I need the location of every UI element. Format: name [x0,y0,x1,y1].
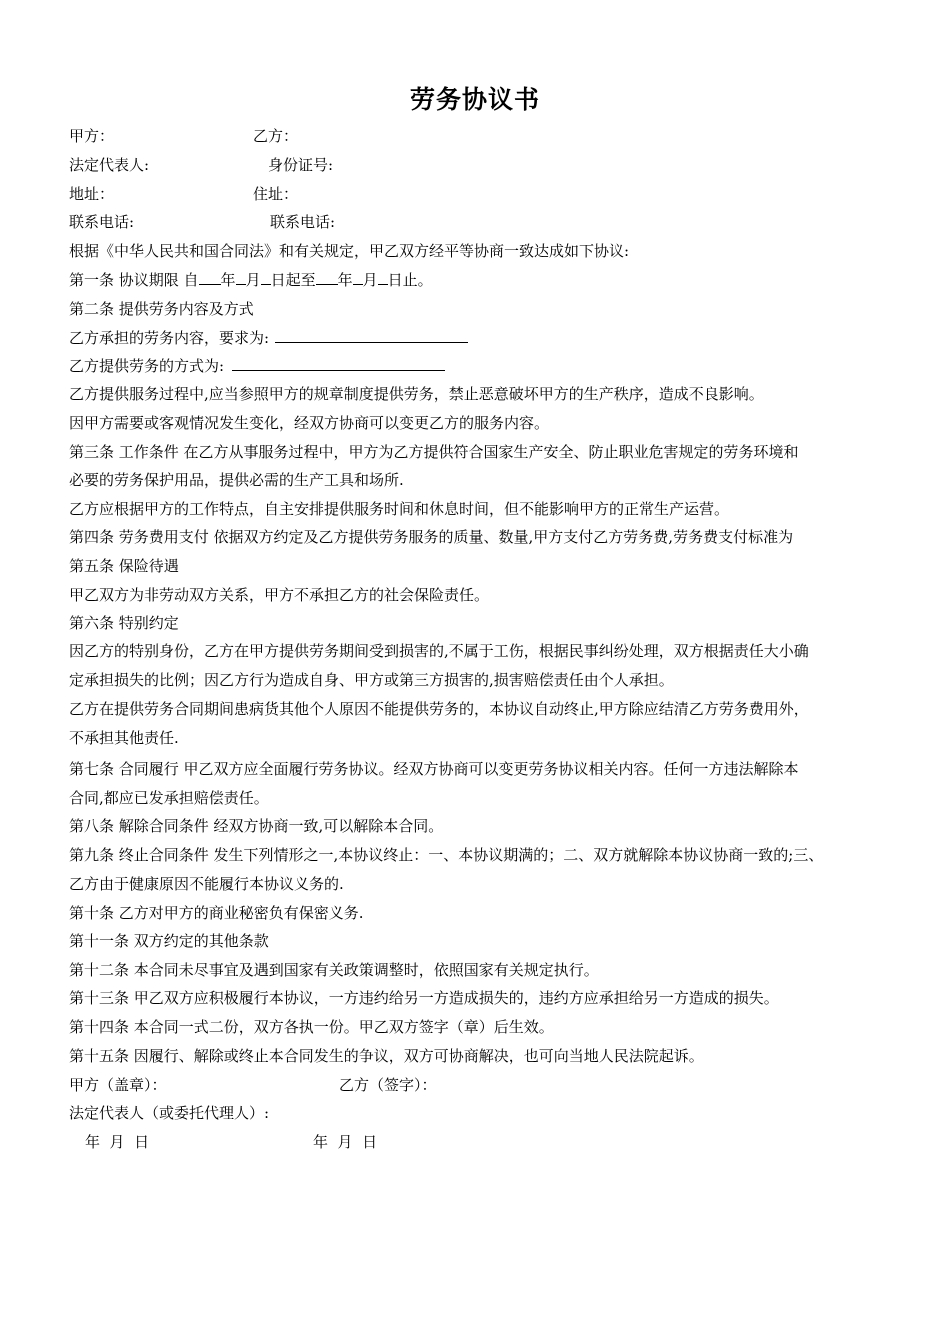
blank-start-month[interactable] [236,270,246,285]
article-2-title: 第二条 提供劳务内容及方式 [69,300,254,318]
article-2-method [69,356,445,376]
phone-b-label: 联系电话: [270,213,336,231]
date-a: 年 月 日 [85,1133,150,1151]
article-5-para: 甲乙双方为非劳动双方关系，甲方不承担乙方的社会保险责任。 [69,586,490,604]
art1-year-label: 年 [220,271,236,289]
blank-service-content[interactable] [275,328,468,343]
blank-end-day[interactable] [378,270,388,285]
article-15: 第十五条 因履行、解除或终止本合同发生的争议，双方可协商解决，也可向当地人民法院起诉。 [69,1047,704,1065]
article-2-para-1: 乙方提供服务过程中,应当参照甲方的规章制度提供劳务，禁止恶意破坏甲方的生产秩序，造成不良影响。 [69,385,764,403]
article-5-title: 第五条 保险待遇 [69,557,179,575]
article-9-line-1: 第九条 终止合同条件 发生下列情形之一,本协议终止：一、本协议期满的；二、双方就解除本协议协商一致的;三、 [69,846,824,864]
blank-end-year[interactable] [316,270,338,285]
article-3-line-2: 必要的劳务保护用品，提供必需的生产工具和场所. [69,471,404,489]
intro-paragraph: 根据《中华人民共和国合同法》和有关规定，甲乙双方经平等协商一致达成如下协议: [69,242,630,260]
article-4: 第四条 劳务费用支付 依据双方约定及乙方提供劳务服务的质量、数量,甲方支付乙方劳务费,劳务费支付标准为 [69,528,794,546]
article-3-line-1: 第三条 工作条件 在乙方从事服务过程中，甲方为乙方提供符合国家生产安全、防止职业危害规定的劳务环境和 [69,443,799,461]
header-row-legal [69,155,334,175]
article-8: 第八条 解除合同条件 经双方协商一致,可以解除本合同。 [69,817,444,835]
article-2-para-2: 因甲方需要或客观情况发生变化，经双方协商可以变更乙方的服务内容。 [69,414,550,432]
article-12: 第十二条 本合同未尽事宜及遇到国家有关政策调整时，依照国家有关规定执行。 [69,961,599,979]
article-6-para-2-line-1: 乙方在提供劳务合同期间患病货其他个人原因不能提供劳务的，本协议自动终止,甲方除应结清乙方劳务费用外， [69,700,809,718]
article-9-line-2: 乙方由于健康原因不能履行本协议义务的. [69,875,344,893]
article-11: 第十一条 双方约定的其他条款 [69,932,269,950]
art1-text-mid: 日起至 [270,271,316,289]
art1-end-year-label: 年 [337,271,353,289]
art1-end-month-label: 月 [362,271,378,289]
art2-content-label: 乙方承担的劳务内容，要求为: [69,329,270,347]
article-10: 第十条 乙方对甲方的商业秘密负有保密义务. [69,904,364,922]
legal-rep-label: 法定代表人: [69,156,150,174]
blank-end-month[interactable] [353,270,363,285]
blank-service-method[interactable] [232,356,445,371]
article-6-title: 第六条 特别约定 [69,614,179,632]
art2-method-label: 乙方提供劳务的方式为: [69,357,225,375]
date-b: 年 月 日 [313,1133,378,1151]
document-title: 劳务协议书 [409,85,540,114]
article-13: 第十三条 甲乙双方应积极履行本协议，一方违约给另一方造成损失的，违约方应承担给另一方造成的损失。 [69,989,779,1007]
signature-legal-rep: 法定代表人（或委托代理人）: [69,1104,270,1122]
article-1 [69,270,433,290]
art1-month-label: 月 [245,271,261,289]
article-3-para-2: 乙方应根据甲方的工作特点，自主安排提供服务时间和休息时间，但不能影响甲方的正常生产运营。 [69,500,730,518]
article-6-para-1-line-1: 因乙方的特别身份，乙方在甲方提供劳务期间受到损害的,不属于工伤，根据民事纠纷处理，双方根据责任大小确 [69,642,809,660]
article-6-para-1-line-2: 定承担损失的比例；因乙方行为造成自身、甲方或第三方损害的,损害赔偿责任由个人承担。 [69,671,674,689]
header-row-address [69,184,299,204]
article-6-para-2-line-2: 不承担其他责任. [69,729,179,747]
party-a-label: 甲方： [69,127,115,145]
article-7-line-2: 合同,都应已发承担赔偿责任。 [69,789,269,807]
art1-text-start: 第一条 协议期限 自 [69,271,199,289]
signature-row-dates [85,1132,378,1152]
residence-label: 住址： [253,185,299,203]
blank-start-day[interactable] [261,270,271,285]
phone-a-label: 联系电话: [69,213,135,231]
header-row-phone [69,212,336,232]
party-b-label: 乙方： [253,127,299,145]
article-14: 第十四条 本合同一式二份，双方各执一份。甲乙双方签字（章）后生效。 [69,1018,554,1036]
id-number-label: 身份证号: [268,156,334,174]
header-row-parties [69,126,299,146]
art1-text-end: 日止。 [387,271,433,289]
article-2-content [69,328,468,348]
signature-row-parties [69,1075,437,1095]
article-7-line-1: 第七条 合同履行 甲乙双方应全面履行劳务协议。经双方协商可以变更劳务协议相关内容。任何一方违法解除本 [69,760,799,778]
party-a-seal-label: 甲方（盖章）： [69,1076,167,1094]
address-label: 地址： [69,185,115,203]
party-b-sign-label: 乙方（签字）： [339,1076,437,1094]
blank-start-year[interactable] [199,270,221,285]
